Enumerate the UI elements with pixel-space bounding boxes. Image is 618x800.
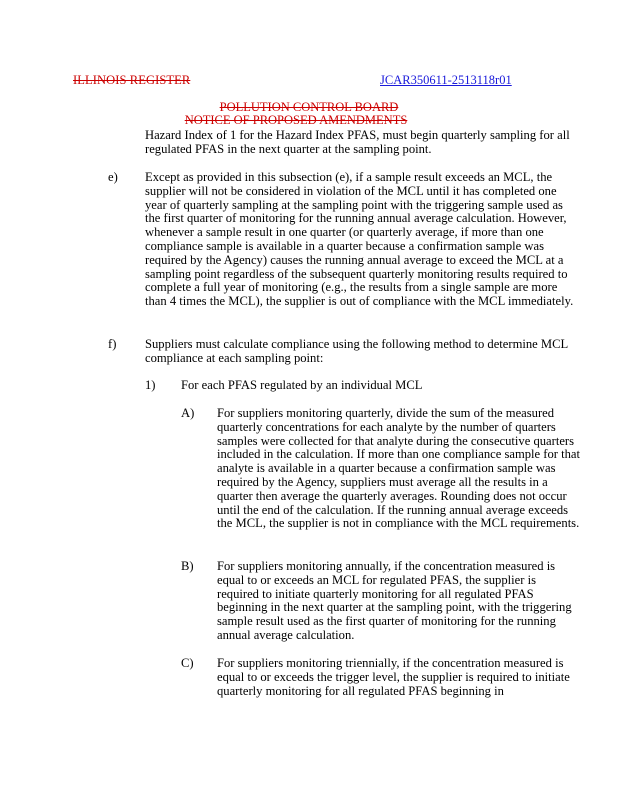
jcar-reference-link[interactable]: JCAR350611-2513118r01 [380, 73, 512, 87]
intro-paragraph: Hazard Index of 1 for the Hazard Index PFAS, must begin quarterly sampling for all regulated PFAS in the next quarter at the sampling point. [145, 128, 570, 156]
notice-title: NOTICE OF PROPOSED AMENDMENTS [184, 113, 408, 127]
item-C-marker: C) [181, 656, 194, 670]
item-B-text: For suppliers monitoring annually, if the concentration measured is equal to or exceeds an MCL for regulated PFAS, the supplier is required to initiate quarterly monitoring for all regulated PFAS beginning in the next quarter at the sampling point, with the triggering sample result used as the first quarter of monitoring for the running annual average calculation. [217, 559, 572, 642]
item-A-text: For suppliers monitoring quarterly, divide the sum of the measured quarterly concentrations for each analyte by the number of quarters samples were collected for that analyte during the consecutive quarters included in the calculation. If more than one compliance sample for that analyte is available in a quarter because a confirmation sample was required by the Agency, suppliers must average all the results in a quarter then average the quarterly averages. Rounding does not occur until the end of the calculation. If the running annual average exceeds the MCL, the supplier is not in compliance with the MCL requirements. [217, 406, 580, 531]
item-1-marker: 1) [145, 378, 156, 392]
register-header: ILLINOIS REGISTER [73, 73, 191, 87]
subsection-e-marker: e) [108, 170, 118, 184]
item-C-text: For suppliers monitoring triennially, if the concentration measured is equal to or exceeds the trigger level, the supplier is required to initiate quarterly monitoring for all regulated PFAS beginning in [217, 656, 570, 698]
subsection-f-marker: f) [108, 337, 117, 351]
item-B-marker: B) [181, 559, 194, 573]
subsection-e-text: Except as provided in this subsection (e), if a sample result exceeds an MCL, the supplier will not be considered in violation of the MCL until it has completed one year of quarterly sampling at the sampling point with the triggering sample used as the first quarter of monitoring for the running annual average calculation. However, whenever a sample result in one quarter (or quarterly average, if more than one compliance sample is available in a quarter because a confirmation sample was required by the Agency) causes the running annual average to exceed the MCL at a sampling point regardless of the subsequent quarterly monitoring results required to complete a full year of monitoring (e.g., the results from a single sample are more than 4 times the MCL), the supplier is out of compliance with the MCL immediately. [145, 170, 574, 309]
subsection-f-text: Suppliers must calculate compliance using the following method to determine MCL compliance at each sampling point: [145, 337, 568, 365]
item-1-text: For each PFAS regulated by an individual MCL [181, 378, 423, 392]
item-A-marker: A) [181, 406, 195, 420]
agency-title: POLLUTION CONTROL BOARD [219, 100, 399, 114]
